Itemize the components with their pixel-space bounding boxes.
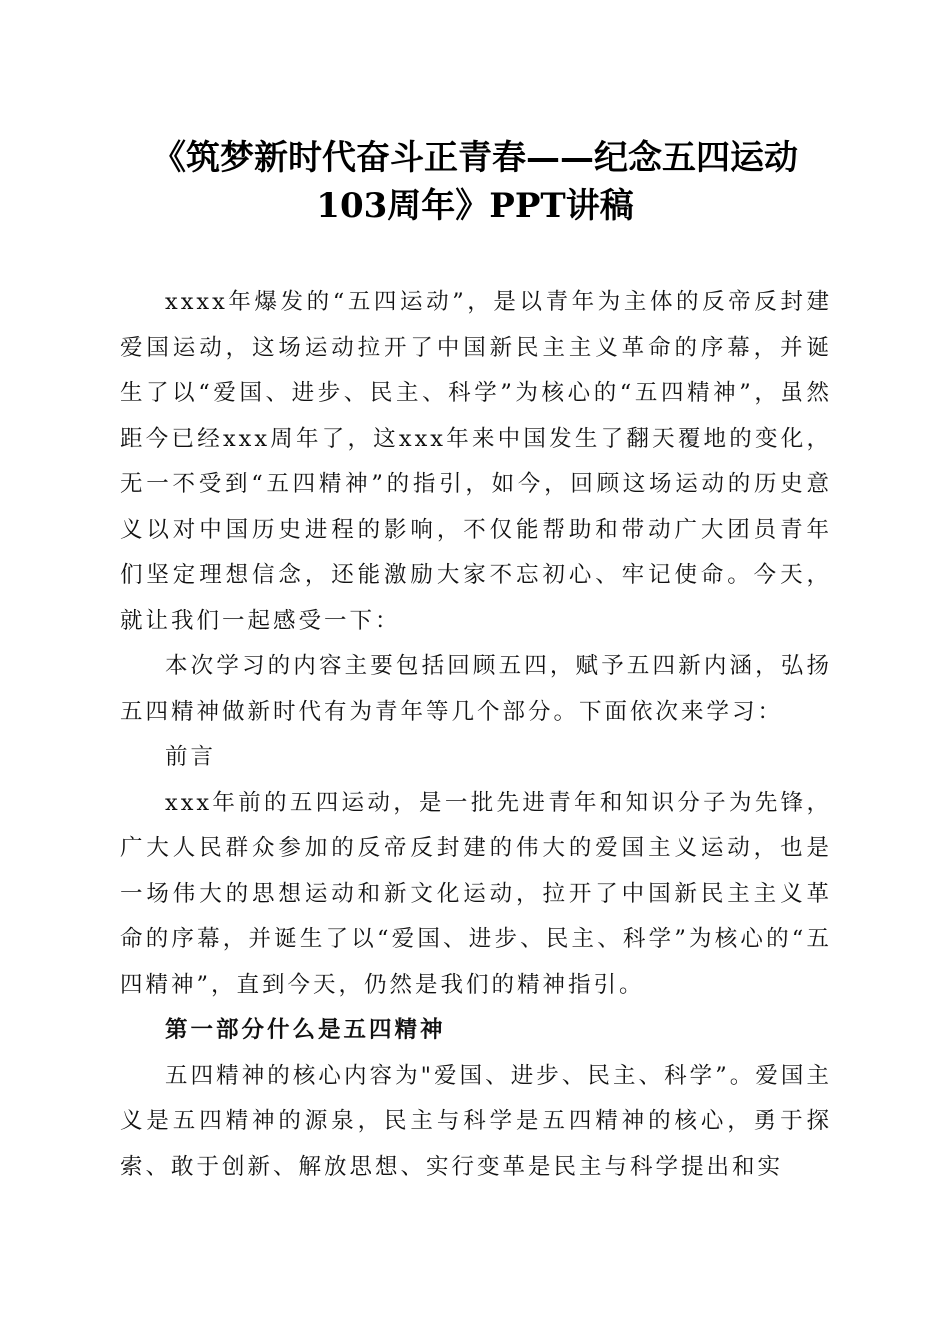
document-title-line-2: 103周年》PPT讲稿 bbox=[316, 186, 634, 226]
section-heading-part-one: 第一部分什么是五四精神 bbox=[165, 1017, 446, 1043]
body-paragraph-part-one: 五四精神的核心内容为"爱国、进步、民主、科学”。爱国主义是五四精神的源泉，民主与科学是五四精神的核心，勇于探索、敢于创新、解放思想、实行变革是民主与科学提出和实 bbox=[120, 1062, 832, 1180]
body-paragraph-intro: xxxx年爆发的“五四运动”，是以青年为主体的反帝反封建爱国运动，这场运动拉开了中国新民主主义革命的序幕，并诞生了以“爱国、进步、民主、科学”为核心的“五四精神”，虽然距今已经xxx周年了，这xxx年来中国发生了翻天覆地的变化，无一不受到“五四精神”的指引，如今，回顾这场运动的历史意义以对中国历史进程的影响，不仅能帮助和带动广大团员青年们坚定理想信念，还能激励大家不忘初心、牢记使命。今天，就让我们一起感受一下： bbox=[120, 289, 832, 634]
document-body bbox=[120, 280, 832, 1190]
body-paragraph-outline: 本次学习的内容主要包括回顾五四，赋予五四新内涵，弘扬五四精神做新时代有为青年等几个部分。下面依次来学习： bbox=[120, 653, 832, 725]
body-paragraph-preface: xxx年前的五四运动，是一批先进青年和知识分子为先锋，广大人民群众参加的反帝反封建的伟大的爱国主义运动，也是一场伟大的思想运动和新文化运动，拉开了中国新民主主义革命的序幕，并诞生了以“爱国、进步、民主、科学”为核心的“五四精神”，直到今天，仍然是我们的精神指引。 bbox=[120, 789, 832, 998]
section-heading-preface: 前言 bbox=[165, 744, 217, 770]
document-title-line-1: 《筑梦新时代奋斗正青春——纪念五四运动 bbox=[152, 138, 798, 178]
